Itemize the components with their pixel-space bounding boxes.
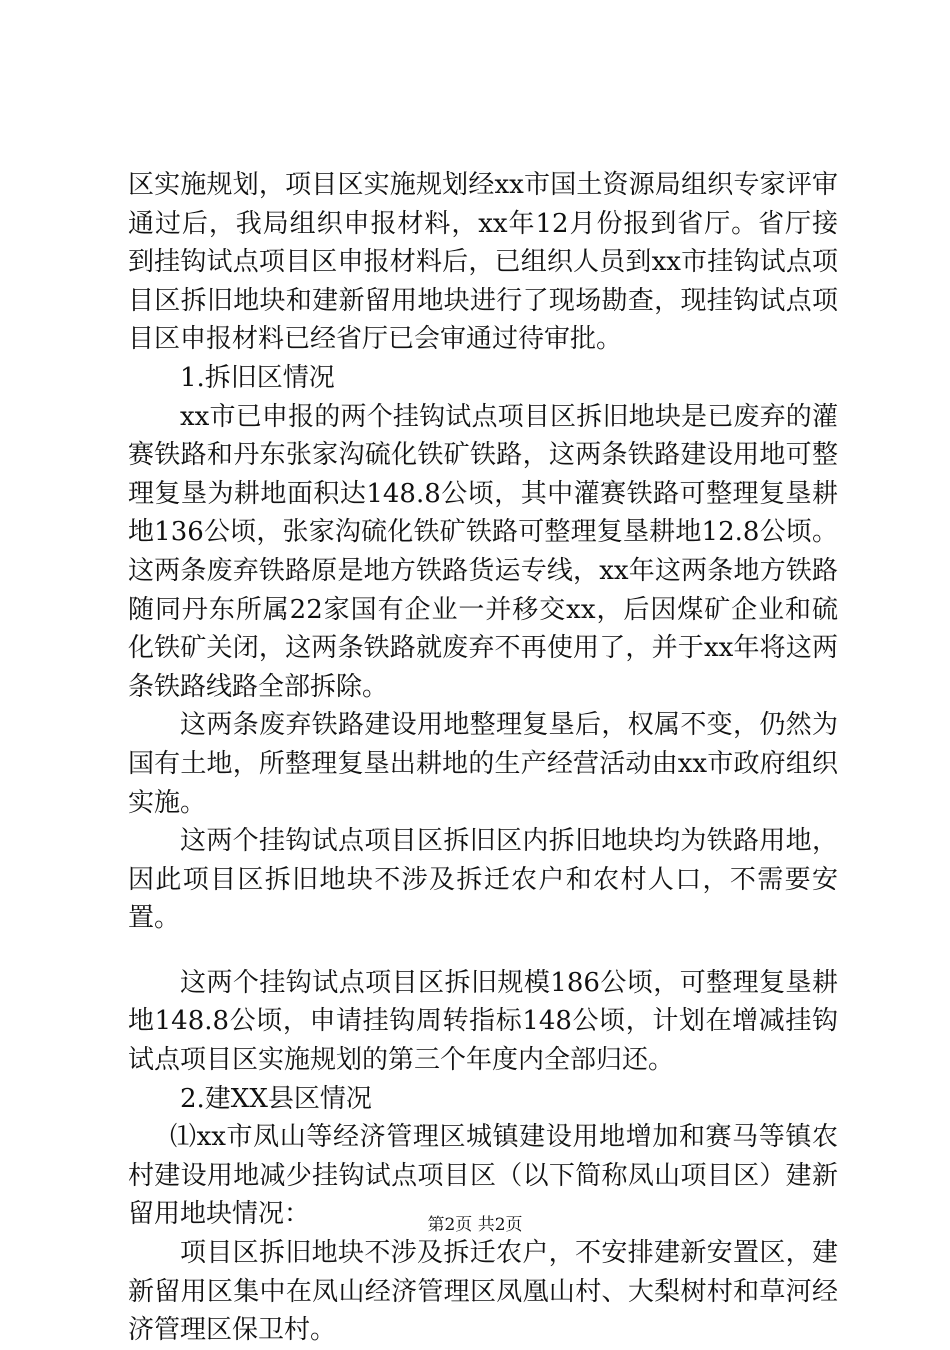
- paragraph-fengshan-project: ⑴xx市凤山等经济管理区城镇建设用地增加和赛马等镇农村建设用地减少挂钩试点项目区（以下简称凤山项目区）建新留用地块情况：: [128, 1122, 838, 1230]
- paragraph-intro: 区实施规划，项目区实施规划经xx市国土资源局组织专家评审通过后，我局组织申报材料，xx年12月份报到省厅。省厅接到挂钩试点项目区申报材料后，已组织人员到xx市挂钩试点项目区拆旧地块和建新留用地块进行了现场勘查，现挂钩试点项目区申报材料已经省厅已会审通过待审批。: [128, 170, 838, 355]
- heading-demolition-area: 1.拆旧区情况: [180, 362, 335, 393]
- paragraph-demolition-scale: 这两个挂钩试点项目区拆旧规模186公顷，可整理复垦耕地148.8公顷，申请挂钩周转指标148公顷，计划在增减挂钩试点项目区实施规划的第三个年度内全部归还。: [128, 967, 838, 1076]
- paragraph-land-ownership: 这两条废弃铁路建设用地整理复垦后，权属不变，仍然为国有土地，所整理复垦出耕地的生产经营活动由xx市政府组织实施。: [128, 710, 838, 818]
- document-body: [128, 166, 838, 1350]
- paragraph-demolition-details: xx市已申报的两个挂钩试点项目区拆旧地块是已废弃的灌赛铁路和丹东张家沟硫化铁矿铁路，这两条铁路建设用地可整理复垦为耕地面积达148.8公顷，其中灌赛铁路可整理复垦耕地136公顷，张家沟硫化铁矿铁路可整理复垦耕地12.8公顷。这两条废弃铁路原是地方铁路货运专线，xx年这两条地方铁路随同丹东所属22家国有企业一并移交xx，后因煤矿企业和硫化铁矿关闭，这两条铁路就废弃不再使用了，并于xx年将这两条铁路线路全部拆除。: [128, 401, 838, 702]
- heading-new-construction-area: 2.建XX县区情况: [180, 1083, 372, 1114]
- paragraph-new-reserved-area: 项目区拆旧地块不涉及拆迁农户，不安排建新安置区，建新留用区集中在凤山经济管理区凤凰山村、大梨树村和草河经济管理区保卫村。: [128, 1238, 838, 1346]
- paragraph-no-resettlement: 这两个挂钩试点项目区拆旧区内拆旧地块均为铁路用地，因此项目区拆旧地块不涉及拆迁农户和农村人口，不需要安置。: [128, 826, 838, 934]
- page-number-footer: 第2页 共2页: [427, 1215, 523, 1235]
